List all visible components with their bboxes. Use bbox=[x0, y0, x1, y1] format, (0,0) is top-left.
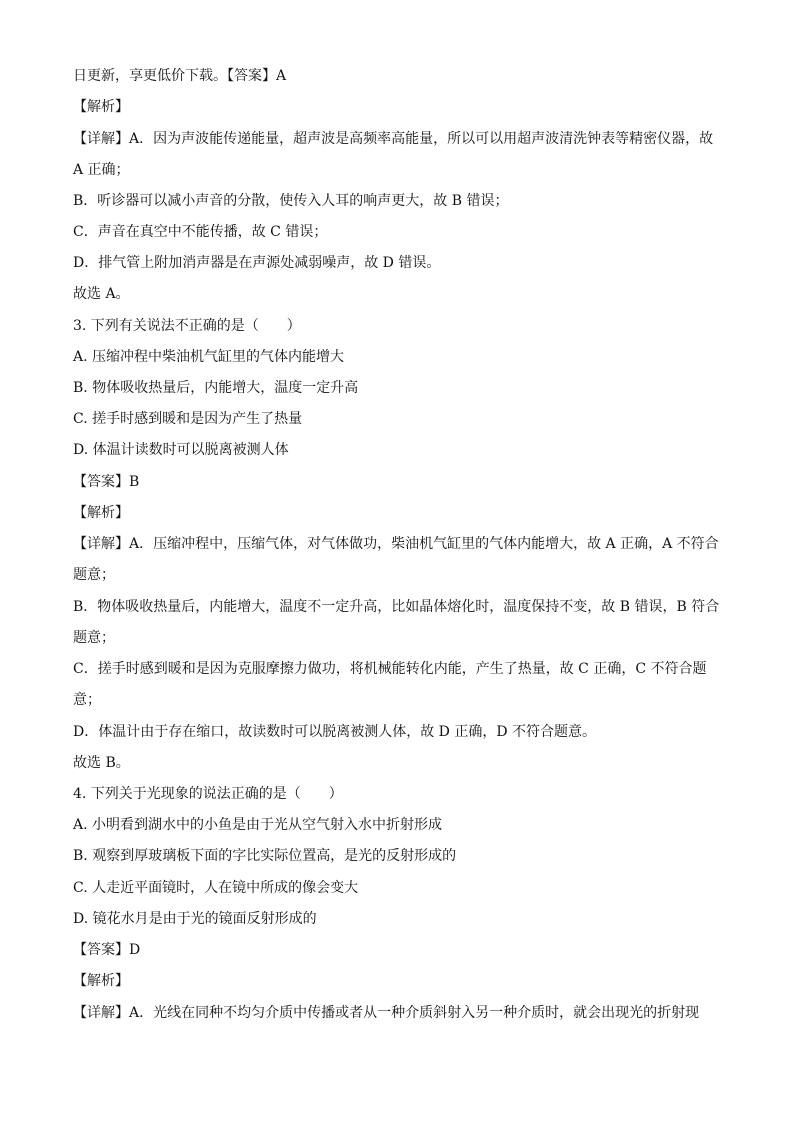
option-d: D. 镜花水月是由于光的镜面反射形成的 bbox=[73, 911, 317, 927]
text-line: 日更新，享更低价下载。【答案】A bbox=[73, 68, 287, 84]
text-line: D．体温计由于存在缩口，故读数时可以脱离被测人体，故 D 正确，D 不符合题意。 bbox=[73, 724, 597, 740]
question-4: 4. 下列关于光现象的说法正确的是（ ） bbox=[73, 786, 343, 802]
question-3: 3. 下列有关说法不正确的是（ ） bbox=[73, 318, 301, 334]
text-line: 故选 B。 bbox=[73, 755, 130, 771]
option-c: C. 搓手时感到暖和是因为产生了热量 bbox=[73, 411, 303, 427]
answer: 【答案】B bbox=[73, 474, 140, 490]
option-b: B. 物体吸收热量后，内能增大，温度一定升高 bbox=[73, 380, 359, 396]
text-line: B．物体吸收热量后，内能增大，温度不一定升高，比如晶体熔化时，温度保持不变，故 B 错误，B 符合 bbox=[73, 599, 720, 615]
text-line: 【解析】 bbox=[73, 99, 129, 115]
analysis-heading: 【解析】 bbox=[73, 505, 129, 521]
answer: 【答案】D bbox=[73, 942, 141, 958]
analysis-heading: 【解析】 bbox=[73, 973, 129, 989]
text-line: D．排气管上附加消声器是在声源处减弱噪声，故 D 错误。 bbox=[73, 255, 441, 271]
text-line: A 正确； bbox=[73, 162, 130, 178]
text-line: 题意； bbox=[73, 630, 115, 646]
text-line: B．听诊器可以减小声音的分散，使传入人耳的响声更大，故 B 错误； bbox=[73, 193, 509, 209]
text-line: 意； bbox=[73, 692, 101, 708]
option-d: D. 体温计读数时可以脱离被测人体 bbox=[73, 442, 289, 458]
option-a: A. 小明看到湖水中的小鱼是由于光从空气射入水中折射形成 bbox=[73, 817, 443, 833]
text-line: C．搓手时感到暖和是因为克服摩擦力做功，将机械能转化内能，产生了热量，故 C 正确，C 不符合题 bbox=[73, 661, 707, 677]
text-line: 【详解】A．光线在同种不均匀介质中传播或者从一种介质斜射入另一种介质时，就会出现光的折射现 bbox=[73, 1005, 700, 1021]
text-line: 故选 A。 bbox=[73, 286, 130, 302]
text-line: 【详解】A．因为声波能传递能量，超声波是高频率高能量，所以可以用超声波清洗钟表等精密仪器，故 bbox=[73, 131, 714, 147]
option-c: C. 人走近平面镜时，人在镜中所成的像会变大 bbox=[73, 880, 359, 896]
option-b: B. 观察到厚玻璃板下面的字比实际位置高，是光的反射形成的 bbox=[73, 848, 457, 864]
option-a: A. 压缩冲程中柴油机气缸里的气体内能增大 bbox=[73, 349, 345, 365]
text-line: 【详解】A．压缩冲程中，压缩气体，对气体做功，柴油机气缸里的气体内能增大，故 A 正确，A 不符合 bbox=[73, 536, 719, 552]
text-line: 题意； bbox=[73, 567, 115, 583]
text-line: C．声音在真空中不能传播，故 C 错误； bbox=[73, 224, 328, 240]
